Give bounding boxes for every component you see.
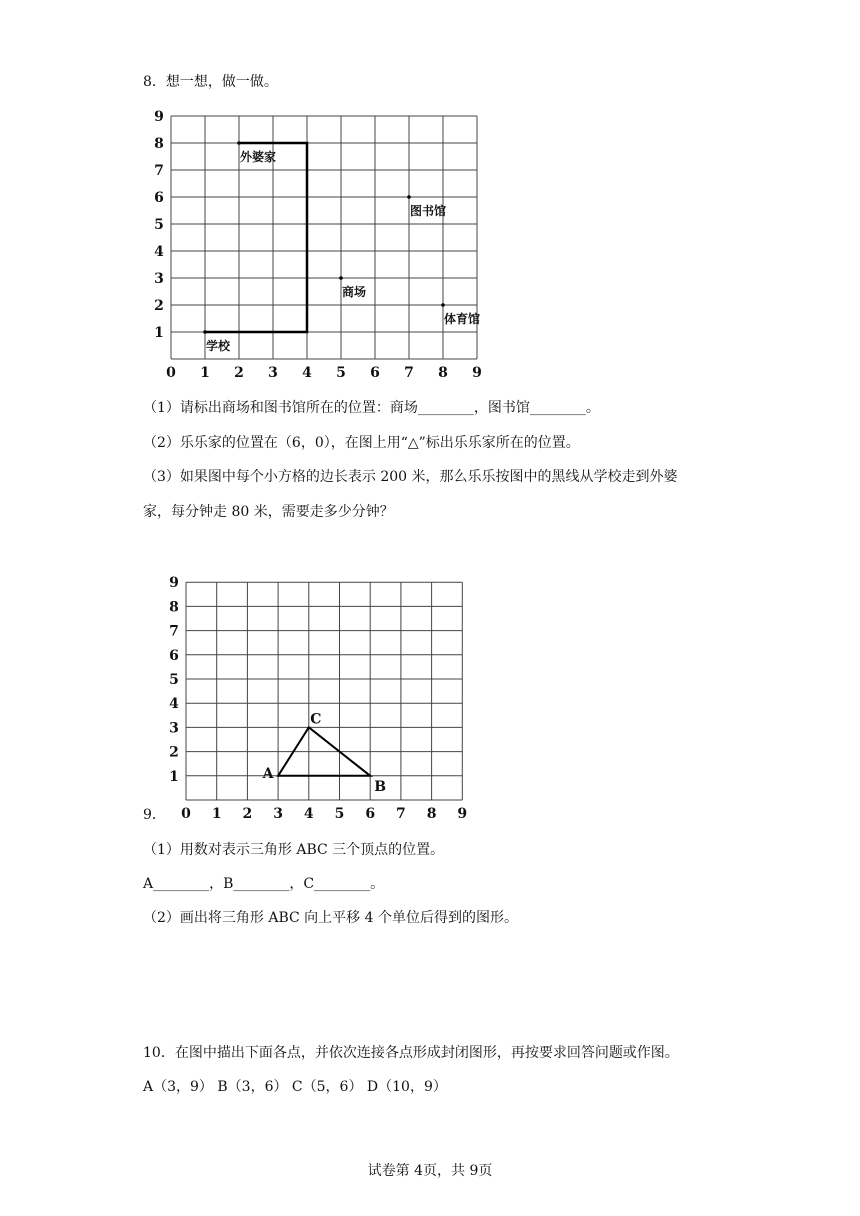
y-tick-label: 3 [169, 720, 179, 737]
x-tick-label: 5 [334, 806, 345, 820]
x-tick-label: 3 [273, 806, 283, 820]
place-point [407, 195, 411, 199]
q8-coordinate-grid [140, 104, 500, 384]
x-tick-label: 5 [336, 365, 346, 381]
y-tick-label: 5 [154, 217, 164, 233]
x-tick-label: 9 [472, 365, 482, 381]
y-tick-label: 7 [169, 623, 179, 640]
x-tick-label: 6 [370, 365, 380, 381]
y-tick-label: 8 [169, 599, 179, 616]
y-tick-label: 1 [169, 768, 179, 785]
y-tick-label: 2 [154, 298, 164, 314]
x-tick-label: 2 [234, 365, 244, 381]
y-tick-label: 7 [154, 163, 164, 179]
x-tick-label: 0 [181, 806, 191, 820]
walking-route-line [205, 143, 307, 332]
q8-sub2: （2）乐乐家的位置在（6，0），在图上用“△”标出乐乐家所在的位置。 [143, 435, 580, 451]
place-label: 图书馆 [410, 204, 447, 218]
x-tick-label: 3 [268, 365, 278, 381]
y-tick-label: 4 [154, 244, 164, 260]
x-tick-label: 4 [302, 365, 312, 381]
y-tick-label: 3 [154, 271, 164, 287]
place-label: 学校 [206, 339, 231, 353]
x-tick-label: 7 [404, 365, 414, 381]
q9-sub2: （2）画出将三角形 ABC 向上平移 4 个单位后得到的图形。 [143, 910, 518, 926]
x-tick-label: 2 [242, 806, 253, 820]
q10-points: A（3，9） B（3，6） C（5，6） D（10，9） [143, 1079, 447, 1095]
q9-coordinate-grid [160, 570, 480, 820]
q9-number: 9． [143, 807, 166, 823]
x-tick-label: 8 [426, 806, 437, 820]
y-tick-label: 2 [169, 744, 179, 761]
place-point [339, 276, 343, 280]
vertex-label: C [310, 711, 322, 728]
vertex-label: A [262, 765, 274, 782]
vertex-label: B [374, 778, 387, 795]
y-tick-label: 8 [154, 136, 164, 152]
page-footer: 试卷第 4页，共 9页 [367, 1163, 493, 1179]
place-point [441, 303, 445, 307]
place-point [203, 330, 207, 334]
x-tick-label: 8 [438, 365, 448, 381]
q8-sub1: （1）请标出商场和图书馆所在的位置：商场________，图书馆________。 [143, 400, 600, 416]
y-tick-label: 9 [154, 109, 164, 125]
place-point [237, 141, 241, 145]
q10-title: 10．在图中描出下面各点，并依次连接各点形成封闭图形，再按要求回答问题或作图。 [143, 1045, 679, 1061]
y-tick-label: 5 [169, 672, 179, 688]
x-tick-label: 0 [166, 365, 176, 381]
y-tick-label: 1 [154, 325, 164, 341]
place-label: 商场 [342, 285, 367, 299]
y-tick-label: 6 [169, 647, 179, 664]
q9-sub1: （1）用数对表示三角形 ABC 三个顶点的位置。 [143, 842, 445, 858]
y-tick-label: 9 [169, 575, 179, 592]
y-tick-label: 4 [169, 696, 179, 713]
q8-sub3-line2: 家，每分钟走 80 米，需要走多少分钟？ [143, 504, 394, 520]
place-label: 外婆家 [240, 150, 277, 164]
x-tick-label: 9 [457, 806, 468, 820]
q9-answer-line: A________，B________，C________。 [143, 876, 385, 892]
x-tick-label: 1 [211, 806, 222, 820]
place-label: 体育馆 [444, 312, 481, 326]
x-tick-label: 1 [200, 365, 210, 381]
y-tick-label: 6 [154, 190, 164, 206]
q8-title: 8．想一想，做一做。 [143, 74, 278, 90]
q8-sub3-line1: （3）如果图中每个小方格的边长表示 200 米，那么乐乐按图中的黑线从学校走到外婆 [143, 469, 678, 485]
x-tick-label: 6 [365, 806, 376, 820]
x-tick-label: 4 [303, 806, 314, 820]
x-tick-label: 7 [396, 806, 406, 820]
